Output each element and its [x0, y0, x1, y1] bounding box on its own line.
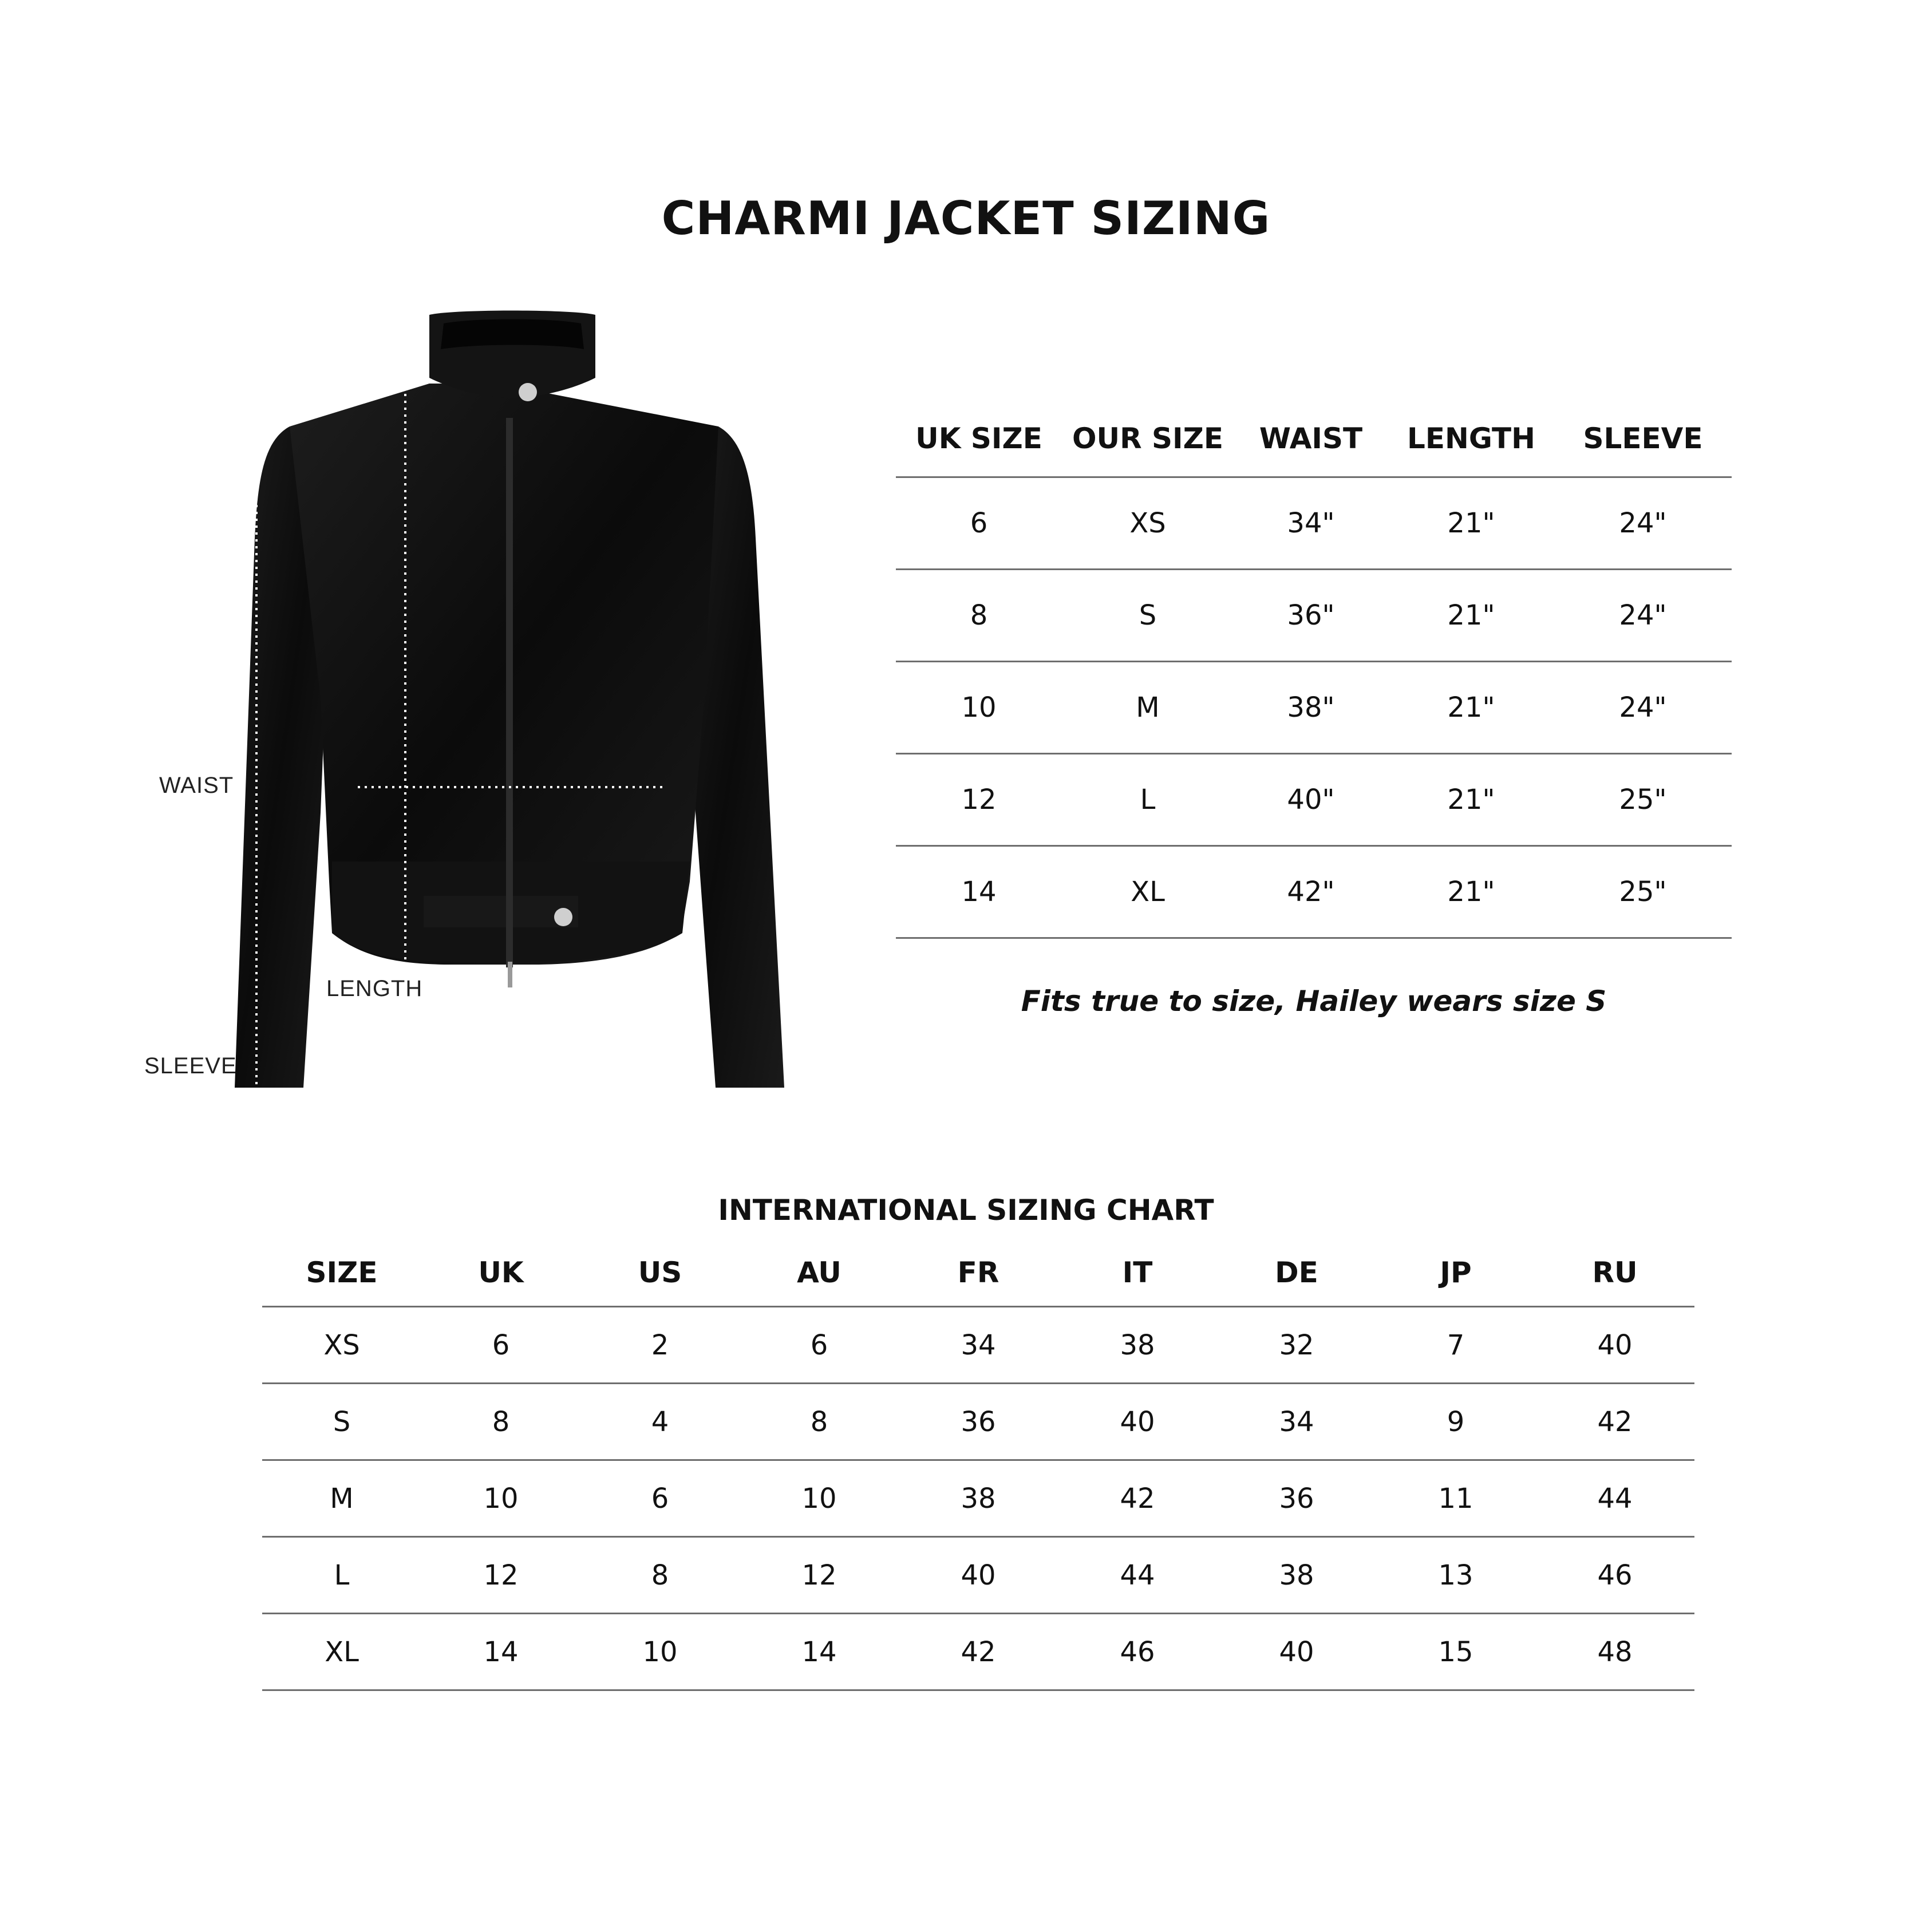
table-cell: 9 — [1447, 1405, 1465, 1438]
table-cell: XL — [325, 1635, 359, 1668]
table-cell: 40 — [1279, 1635, 1314, 1668]
table-row — [896, 662, 1732, 754]
header-size: SIZE — [306, 1256, 378, 1289]
table-cell: 25" — [1619, 876, 1667, 908]
table-cell: 42" — [1287, 876, 1335, 908]
table-cell: 34 — [961, 1329, 996, 1361]
header-sleeve: SLEEVE — [1583, 422, 1703, 455]
international-chart-title: INTERNATIONAL SIZING CHART — [718, 1194, 1214, 1227]
table-cell: 8 — [970, 599, 988, 631]
table-cell: 42 — [1120, 1482, 1155, 1515]
table-cell: 14 — [801, 1635, 837, 1668]
table-cell: 38" — [1287, 692, 1335, 724]
table-cell: 32 — [1279, 1329, 1314, 1361]
table-cell: 8 — [651, 1559, 669, 1591]
table-cell: 24" — [1619, 507, 1667, 539]
table-cell: 40 — [961, 1559, 996, 1591]
table-row — [262, 1538, 1694, 1614]
table-cell: 34" — [1287, 507, 1335, 539]
table-cell: M — [330, 1482, 354, 1515]
header-us: US — [638, 1256, 682, 1289]
international-table-header — [262, 1239, 1694, 1307]
table-cell: 13 — [1438, 1559, 1473, 1591]
table-cell: 42 — [961, 1635, 996, 1668]
table-cell: 36 — [1279, 1482, 1314, 1515]
waist-label: WAIST — [159, 773, 234, 798]
table-cell: 10 — [642, 1635, 678, 1668]
table-row — [262, 1614, 1694, 1691]
header-de: DE — [1275, 1256, 1318, 1289]
table-cell: 10 — [483, 1482, 519, 1515]
table-cell: L — [334, 1559, 350, 1591]
table-cell: 4 — [651, 1405, 669, 1438]
table-row — [896, 478, 1732, 570]
table-cell: 14 — [483, 1635, 519, 1668]
table-cell: 12 — [961, 784, 997, 816]
table-cell: 36 — [961, 1405, 996, 1438]
header-uk: UK — [478, 1256, 524, 1289]
table-row — [262, 1461, 1694, 1538]
jacket-illustration — [132, 298, 807, 1099]
table-cell: 14 — [961, 876, 997, 908]
table-cell: 38 — [1279, 1559, 1314, 1591]
table-cell: 12 — [483, 1559, 519, 1591]
jacket-figure — [132, 298, 807, 1099]
header-length: LENGTH — [1407, 422, 1535, 455]
table-row — [896, 847, 1732, 939]
table-cell: 40 — [1120, 1405, 1155, 1438]
header-jp: JP — [1440, 1256, 1472, 1289]
table-cell: S — [333, 1405, 351, 1438]
table-cell: 46 — [1120, 1635, 1155, 1668]
table-cell: 10 — [801, 1482, 837, 1515]
table-cell: 15 — [1438, 1635, 1473, 1668]
international-table — [262, 1239, 1694, 1691]
table-cell: 38 — [1120, 1329, 1155, 1361]
length-label: LENGTH — [326, 976, 423, 1001]
table-cell: 6 — [492, 1329, 510, 1361]
table-cell: XS — [1129, 507, 1166, 539]
table-cell: 8 — [492, 1405, 510, 1438]
header-our-size: OUR SIZE — [1072, 422, 1224, 455]
table-cell: 44 — [1120, 1559, 1155, 1591]
table-cell: 6 — [651, 1482, 669, 1515]
table-row — [262, 1384, 1694, 1461]
table-cell: M — [1136, 692, 1160, 724]
table-cell: 11 — [1438, 1482, 1473, 1515]
table-cell: 6 — [810, 1329, 828, 1361]
header-waist: WAIST — [1259, 422, 1363, 455]
table-cell: 40" — [1287, 784, 1335, 816]
table-row — [896, 570, 1732, 662]
table-cell: 6 — [970, 507, 988, 539]
table-cell: 38 — [961, 1482, 996, 1515]
header-fr: FR — [957, 1256, 999, 1289]
table-cell: 21" — [1447, 876, 1495, 908]
table-cell: 42 — [1597, 1405, 1633, 1438]
table-row — [262, 1307, 1694, 1384]
table-cell: 21" — [1447, 692, 1495, 724]
table-cell: 36" — [1287, 599, 1335, 631]
table-cell: 21" — [1447, 599, 1495, 631]
table-row — [896, 754, 1732, 847]
table-cell: 34 — [1279, 1405, 1314, 1438]
header-au: AU — [797, 1256, 841, 1289]
table-cell: 46 — [1597, 1559, 1633, 1591]
table-cell: 48 — [1597, 1635, 1633, 1668]
header-uk-size: UK SIZE — [915, 422, 1042, 455]
table-cell: 12 — [801, 1559, 837, 1591]
table-cell: 7 — [1447, 1329, 1465, 1361]
table-cell: 24" — [1619, 692, 1667, 724]
table-cell: 24" — [1619, 599, 1667, 631]
header-ru: RU — [1592, 1256, 1638, 1289]
table-cell: 21" — [1447, 784, 1495, 816]
table-cell: 10 — [961, 692, 997, 724]
size-table-header — [896, 401, 1732, 478]
size-table — [896, 401, 1732, 939]
table-cell: 44 — [1597, 1482, 1633, 1515]
table-cell: 25" — [1619, 784, 1667, 816]
header-it: IT — [1122, 1256, 1153, 1289]
table-cell: 8 — [810, 1405, 828, 1438]
fit-note: Fits true to size, Hailey wears size S — [1021, 985, 1607, 1018]
table-cell: 21" — [1447, 507, 1495, 539]
table-cell: XL — [1131, 876, 1165, 908]
table-cell: 2 — [651, 1329, 669, 1361]
page-title: CHARMI JACKET SIZING — [661, 192, 1271, 245]
table-cell: XS — [323, 1329, 360, 1361]
sleeve-label: SLEEVE — [144, 1053, 237, 1078]
table-cell: L — [1140, 784, 1156, 816]
table-cell: S — [1139, 599, 1157, 631]
table-cell: 40 — [1597, 1329, 1633, 1361]
